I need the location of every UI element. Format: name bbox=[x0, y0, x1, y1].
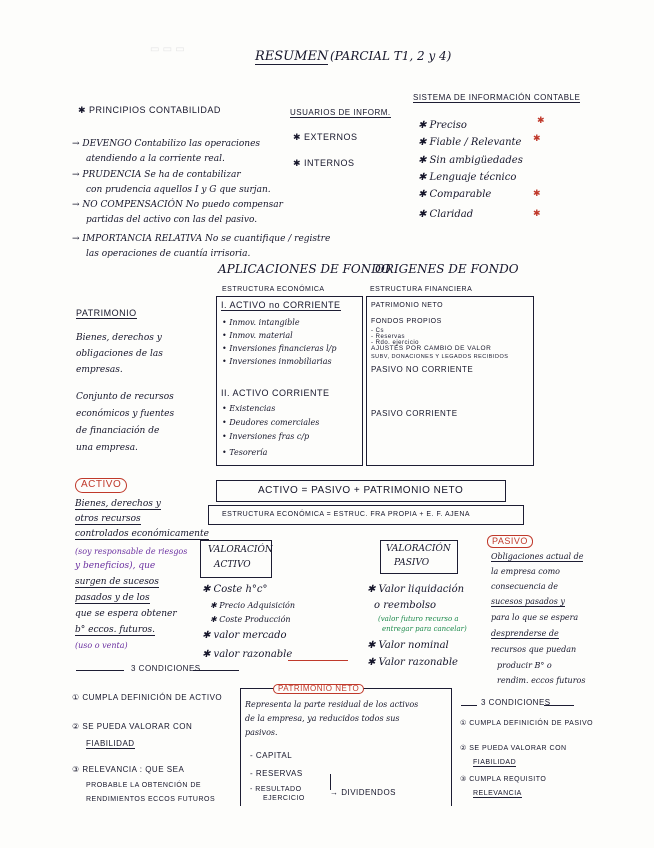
pasivo-def-line: producir B° o bbox=[497, 661, 552, 670]
page-title: RESUMEN bbox=[255, 49, 329, 64]
red-star-icon: ✱ bbox=[533, 189, 541, 199]
principio-line: → PRUDENCIA Se ha de contabilizar bbox=[72, 170, 241, 180]
patrimonio-heading: PATRIMONIO bbox=[76, 308, 137, 318]
divider bbox=[76, 670, 124, 671]
principio-line: atendiendo a la corriente real. bbox=[86, 154, 225, 164]
arrow-line bbox=[330, 774, 331, 790]
condicion-pasivo: ② SE PUEDA VALORAR CON bbox=[460, 745, 567, 752]
condiciones-activo-heading: 3 CONDICIONES bbox=[131, 664, 201, 673]
estructura-text: ESTRUCTURA ECONÓMICA = ESTRUC. FRA PROPIA + E. F. AJENA bbox=[222, 511, 471, 518]
origenes-sub: ESTRUCTURA FINANCIERA bbox=[370, 286, 473, 293]
valoracion-pasivo-item: ✱ Valor nominal bbox=[367, 640, 449, 651]
pn-item: - Rdo. ejercicio bbox=[371, 340, 420, 346]
valoracion-pasivo-heading: PASIVO bbox=[394, 558, 430, 568]
principio-line: → IMPORTANCIA RELATIVA No se cuantifique / registre bbox=[72, 234, 331, 244]
red-star-icon: ✱ bbox=[533, 134, 541, 144]
principio-line: → NO COMPENSACIÓN No puedo compensar bbox=[72, 200, 283, 210]
condiciones-pasivo-heading: 3 CONDICIONES bbox=[481, 698, 551, 707]
activo-c-title: II. ACTIVO CORRIENTE bbox=[221, 388, 330, 398]
pc-label: PASIVO CORRIENTE bbox=[371, 409, 458, 418]
pn-heading: PATRIMONIO NETO bbox=[273, 684, 364, 694]
valoracion-pasivo-note: (valor futuro recurso a bbox=[378, 615, 459, 623]
activo-def-line: y beneficios), que bbox=[75, 561, 156, 571]
principio-line: con prudencia aquellos I y G que surjan. bbox=[86, 185, 271, 195]
activo-def-line: controlados económicamente bbox=[75, 529, 209, 539]
pnc-label: PASIVO NO CORRIENTE bbox=[371, 365, 474, 374]
pasivo-def-line: consecuencia de bbox=[491, 582, 559, 591]
valoracion-pasivo-item: ✱ Valor liquidación bbox=[367, 584, 465, 595]
aplicaciones-sub: ESTRUCTURA ECONÓMICA bbox=[222, 286, 325, 293]
activo-item: • Inversiones inmobiliarias bbox=[222, 357, 332, 366]
valoracion-pasivo-note: entregar para cancelar) bbox=[382, 625, 467, 633]
dividendos-label: → DIVIDENDOS bbox=[330, 788, 397, 797]
activo-heading: ACTIVO bbox=[75, 478, 127, 493]
valoracion-activo-heading: VALORACIÓN bbox=[208, 545, 273, 555]
principio-line: las operaciones de cuantía irrisoria. bbox=[86, 249, 251, 259]
pn-item: FONDOS PROPIOS bbox=[371, 318, 442, 325]
valoracion-activo-item: ✱ valor razonable bbox=[202, 649, 293, 660]
valoracion-activo-heading: ACTIVO bbox=[214, 560, 251, 570]
patrimonio-def: económicos y fuentes bbox=[76, 409, 175, 419]
condicion-activo: ① CUMPLA DEFINICIÓN DE ACTIVO bbox=[72, 693, 223, 702]
activo-def-line: (soy responsable de riesgos bbox=[75, 547, 188, 556]
activo-item: • Inmov. material bbox=[222, 331, 293, 340]
condicion-pasivo: ① CUMPLA DEFINICIÓN DE PASIVO bbox=[460, 720, 594, 727]
pn-item: - RESERVAS bbox=[250, 769, 303, 778]
valoracion-activo-item: ✱ Coste h°c° bbox=[202, 584, 268, 595]
condicion-activo: ② SE PUEDA VALORAR CON bbox=[72, 722, 193, 731]
patrimonio-def: empresas. bbox=[76, 365, 123, 375]
pn-item: - RESULTADO bbox=[250, 786, 302, 793]
patrimonio-def: obligaciones de las bbox=[76, 349, 163, 359]
bleed-through-mark: ▭ ▭ ▭ bbox=[150, 44, 185, 55]
patrimonio-def: una empresa. bbox=[76, 443, 138, 453]
activo-item: • Existencias bbox=[222, 404, 276, 413]
principio-line: → DEVENGO Contabilizo las operaciones bbox=[72, 139, 261, 149]
activo-def-line: que se espera obtener bbox=[75, 609, 177, 619]
pasivo-def-line: para lo que se espera bbox=[491, 613, 579, 622]
pn-item: EJERCICIO bbox=[263, 795, 305, 802]
sistema-item: ✱ Comparable bbox=[418, 189, 492, 200]
activo-def-line: surgen de sucesos bbox=[75, 577, 159, 587]
condicion-activo: PROBABLE LA OBTENCIÓN DE bbox=[86, 782, 202, 789]
balance-equation: ACTIVO = PASIVO + PATRIMONIO NETO bbox=[258, 485, 464, 496]
condicion-pasivo: FIABILIDAD bbox=[473, 759, 517, 766]
activo-item: • Inversiones financieras l/p bbox=[222, 344, 337, 353]
pasivo-def-line: desprenderse de bbox=[491, 629, 559, 638]
pn-item: - CAPITAL bbox=[250, 751, 293, 760]
activo-def-line: otros recursos bbox=[75, 514, 141, 524]
sistema-item: ✱ Preciso bbox=[418, 120, 467, 131]
activo-item: • Inversiones fras c/p bbox=[222, 432, 310, 441]
valoracion-pasivo-item: o reembolso bbox=[374, 600, 437, 611]
principios-heading: ✱ PRINCIPIOS CONTABILIDAD bbox=[78, 105, 221, 115]
divider bbox=[461, 705, 477, 706]
activo-def-line: Bienes, derechos y bbox=[75, 499, 161, 509]
sistema-item: ✱ Fiable / Relevante bbox=[418, 137, 522, 148]
sistema-item: ✱ Sin ambigüedades bbox=[418, 155, 523, 166]
condicion-activo: FIABILIDAD bbox=[86, 739, 135, 748]
red-star-icon: ✱ bbox=[533, 209, 541, 219]
condicion-activo: RENDIMIENTOS ECCOS FUTUROS bbox=[86, 796, 216, 803]
valoracion-activo-item: ✱ Coste Producción bbox=[210, 615, 291, 624]
aplicaciones-heading: APLICACIONES DE FONDO bbox=[218, 262, 391, 276]
pn-item: - Cs bbox=[371, 328, 384, 334]
condicion-activo: ③ RELEVANCIA : QUE SEA bbox=[72, 765, 185, 774]
pn-def-line: de la empresa, ya reducidos todos sus bbox=[245, 714, 400, 723]
pasivo-def-line: recursos que puedan bbox=[491, 645, 577, 654]
condicion-pasivo: ③ CUMPLA REQUISITO bbox=[460, 776, 547, 783]
pn-def-line: Representa la parte residual de los activos bbox=[245, 700, 419, 709]
pasivo-def-line: rendim. eccos futuros bbox=[497, 676, 586, 685]
pn-item: - Reservas bbox=[371, 334, 406, 340]
pasivo-def-line: la empresa como bbox=[491, 567, 560, 576]
principio-line: partidas del activo con las del pasivo. bbox=[86, 215, 258, 225]
red-underline bbox=[288, 660, 348, 661]
sistema-item: ✱ Claridad bbox=[418, 209, 474, 220]
page-subtitle: (PARCIAL T1, 2 y 4) bbox=[330, 49, 452, 63]
valoracion-pasivo-heading: VALORACIÓN bbox=[386, 544, 451, 554]
patrimonio-def: de financiación de bbox=[76, 426, 160, 436]
usuario-item: ✱ EXTERNOS bbox=[293, 132, 358, 142]
condicion-pasivo: RELEVANCIA bbox=[473, 790, 522, 797]
valoracion-pasivo-item: ✱ Valor razonable bbox=[367, 657, 458, 668]
valoracion-activo-item: ✱ Precio Adquisición bbox=[210, 601, 295, 610]
pasivo-def-line: Obligaciones actual de bbox=[491, 552, 584, 561]
valoracion-activo-item: ✱ valor mercado bbox=[202, 630, 287, 641]
sistema-item: ✱ Lenguaje técnico bbox=[418, 172, 517, 183]
pn-item: AJUSTES POR CAMBIO DE VALOR bbox=[371, 345, 492, 352]
activo-def-line: (uso o venta) bbox=[75, 641, 128, 650]
activo-item: • Deudores comerciales bbox=[222, 418, 320, 427]
activo-def-line: pasados y de los bbox=[75, 593, 150, 603]
pasivo-def-line: sucesos pasados y bbox=[491, 597, 565, 606]
pn-def-line: pasivos. bbox=[245, 728, 278, 737]
pn-item: SUBV, DONACIONES Y LEGADOS RECIBIDOS bbox=[371, 354, 509, 360]
red-star-icon: ✱ bbox=[537, 116, 545, 126]
origenes-heading: ORIGENES DE FONDO bbox=[375, 262, 519, 276]
usuarios-heading: USUARIOS DE INFORM. bbox=[290, 108, 391, 117]
activo-def-line: b° eccos. futuros. bbox=[75, 625, 156, 635]
pasivo-heading: PASIVO bbox=[487, 535, 533, 548]
sistema-heading: SISTEMA DE INFORMACIÓN CONTABLE bbox=[413, 93, 581, 102]
activo-item: • Tesorería bbox=[222, 448, 268, 457]
divider bbox=[544, 705, 574, 706]
usuario-item: ✱ INTERNOS bbox=[293, 158, 355, 168]
activo-nc-title: I. ACTIVO no CORRIENTE bbox=[221, 300, 341, 310]
patrimonio-def: Bienes, derechos y bbox=[76, 333, 162, 343]
divider bbox=[193, 670, 239, 671]
patrimonio-def: Conjunto de recursos bbox=[76, 392, 174, 402]
activo-item: • Inmov. intangible bbox=[222, 318, 300, 327]
pn-title: PATRIMONIO NETO bbox=[371, 302, 444, 309]
